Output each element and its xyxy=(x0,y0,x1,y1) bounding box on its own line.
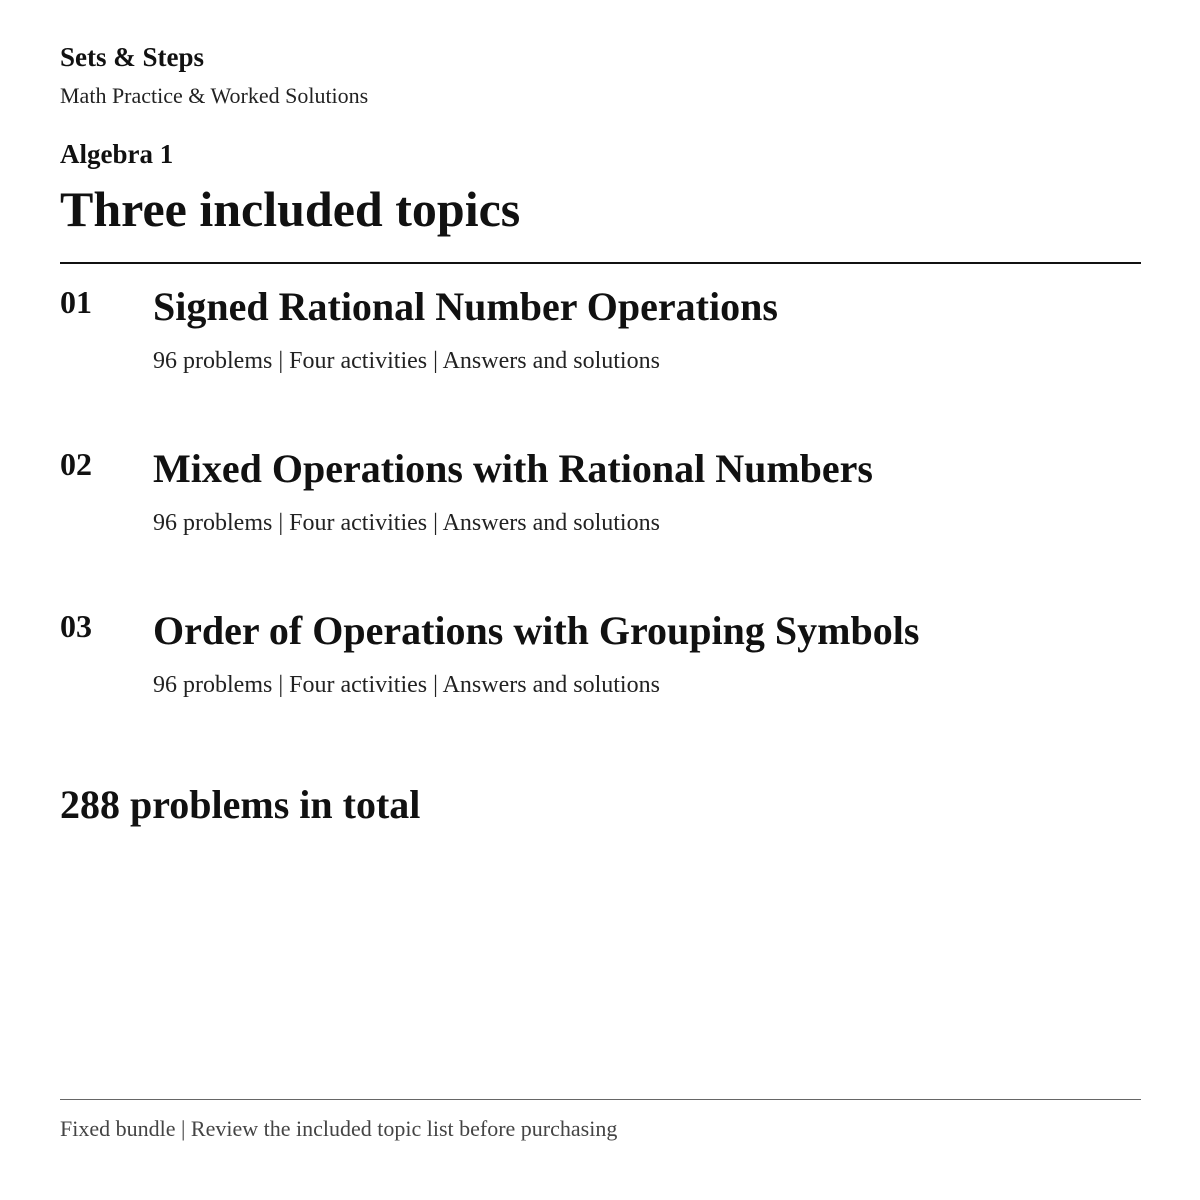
brand-tagline: Math Practice & Worked Solutions xyxy=(60,83,369,108)
topic-item xyxy=(60,444,1141,584)
footer-divider xyxy=(60,1099,1141,1100)
topic-details: 96 problems | Four activities | Answers and solutions xyxy=(153,348,660,374)
topic-title: Order of Operations with Grouping Symbols xyxy=(153,608,920,653)
topic-title: Signed Rational Number Operations xyxy=(153,284,778,329)
topic-number: 02 xyxy=(60,446,92,482)
footer-note: Fixed bundle | Review the included topic list before purchasing xyxy=(60,1116,618,1141)
topic-number: 01 xyxy=(60,284,92,320)
product-sheet xyxy=(60,0,1141,1200)
brand-name: Sets & Steps xyxy=(60,42,205,72)
topic-details: 96 problems | Four activities | Answers and solutions xyxy=(153,672,660,698)
problem-total: 288 problems in total xyxy=(60,782,421,827)
course-label: Algebra 1 xyxy=(60,139,174,169)
topic-item xyxy=(60,606,1141,746)
topic-number: 03 xyxy=(60,608,92,644)
topic-title: Mixed Operations with Rational Numbers xyxy=(153,446,873,491)
title-divider xyxy=(60,262,1141,264)
topic-details: 96 problems | Four activities | Answers and solutions xyxy=(153,510,660,536)
topic-item xyxy=(60,282,1141,422)
page-title: Three included topics xyxy=(60,181,521,237)
